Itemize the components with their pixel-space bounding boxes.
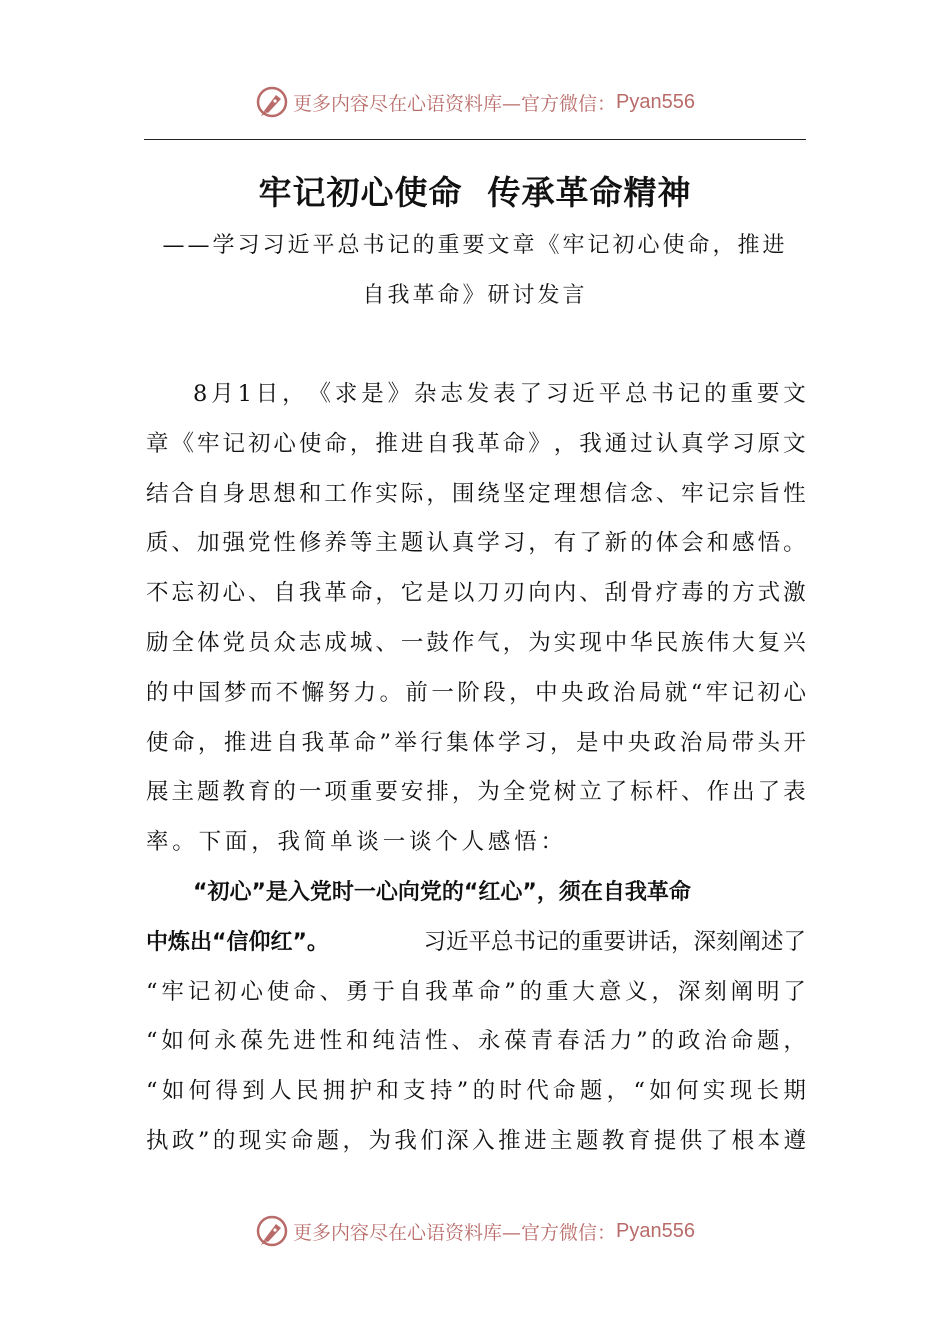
pen-nib-logo-icon bbox=[255, 1214, 289, 1248]
watermark-text: 更多内容尽在心语资料库— bbox=[293, 1221, 522, 1244]
body-line: 执 政 ” 的 现 实 命 题 ， 为 我 们 深 入 推 进 主 题 教 育 提 供 了 根 本 遵 bbox=[146, 1127, 806, 1154]
watermark-wechat-id: Pyan556 bbox=[616, 90, 695, 113]
body-line: 结 合 自 身 思 想 和 工 作 实 际 ， 围 绕 坚 定 理 想 信 念 、 牢 记 宗 旨 性 bbox=[146, 480, 806, 507]
body-line: 质 、 加 强 党 性 修 养 等 主 题 认 真 学 习 ， 有 了 新 的 体 会 和 感 悟 。 bbox=[146, 530, 806, 557]
body-line: 8 月 1 日 ， 《 求 是 》 杂 志 发 表 了 习 近 平 总 书 记 的 重 要 文 bbox=[193, 381, 806, 407]
body-line: 中炼出“信仰红”。 习近平总书记的重要讲话，深刻阐述了 bbox=[146, 918, 806, 968]
watermark-wechat-label: 官方微信： bbox=[521, 1221, 617, 1244]
footer-watermark bbox=[0, 1211, 950, 1251]
document-title: 牢记初心使命 传承革命精神 bbox=[258, 173, 692, 212]
body-line: 不 忘 初 心 、 自 我 革 命 ， 它 是 以 刀 刃 向 内 、 刮 骨 疗 毒 的 方 式 激 bbox=[146, 580, 806, 607]
body-line: 率。下面，我简单谈一谈个人感悟： bbox=[146, 829, 567, 856]
document-subtitle-line-1: ——学习习近平总书记的重要文章《牢记初心使命，推进 bbox=[162, 233, 788, 258]
document-subtitle-line-2: 自我革命》研讨发言 bbox=[362, 283, 588, 308]
body-line: “ 如 何 得 到 人 民 拥 护 和 支 持 ” 的 时 代 命 题 ， “ 如 何 实 现 长 期 bbox=[146, 1078, 806, 1105]
section-heading: “初心”是入党时一心向党的“红心”，须在自我革命 bbox=[193, 879, 691, 905]
body-line-heading bbox=[146, 868, 806, 918]
header-watermark bbox=[0, 82, 950, 122]
body-line: 展 主 题 教 育 的 一 项 重 要 安 排 ， 为 全 党 树 立 了 标 杆 、 作 出 了 表 bbox=[146, 779, 806, 806]
body-line: 的 中 国 梦 而 不 懈 努 力 。 前 一 阶 段 ， 中 央 政 治 局 就 “ 牢 记 初 心 bbox=[146, 679, 806, 706]
document-body bbox=[146, 370, 806, 1167]
body-line: “ 如 何 永 葆 先 进 性 和 纯 洁 性 、 永 葆 青 春 活 力 ” 的 政 治 命 题 ， bbox=[146, 1028, 806, 1055]
body-line: “ 牢 记 初 心 使 命 、 勇 于 自 我 革 命 ” 的 重 大 意 义 ， 深 刻 阐 明 了 bbox=[146, 978, 806, 1005]
watermark-wechat-id: Pyan556 bbox=[616, 1219, 695, 1242]
section-heading-end: 中炼出“信仰红”。 bbox=[146, 929, 329, 955]
pen-nib-logo-icon bbox=[255, 85, 289, 119]
body-line: 章 《 牢 记 初 心 使 命 ， 推 进 自 我 革 命 》 ， 我 通 过 认 真 学 习 原 文 bbox=[146, 430, 806, 457]
body-line: 励 全 体 党 员 众 志 成 城 、 一 鼓 作 气 ， 为 实 现 中 华 民 族 伟 大 复 兴 bbox=[146, 629, 806, 656]
header-divider bbox=[144, 139, 806, 140]
watermark-text: 更多内容尽在心语资料库— bbox=[293, 92, 522, 115]
body-line: 使 命 ， 推 进 自 我 革 命 ” 举 行 集 体 学 习 ， 是 中 央 政 治 局 带 头 开 bbox=[146, 729, 806, 756]
watermark-wechat-label: 官方微信： bbox=[521, 92, 617, 115]
